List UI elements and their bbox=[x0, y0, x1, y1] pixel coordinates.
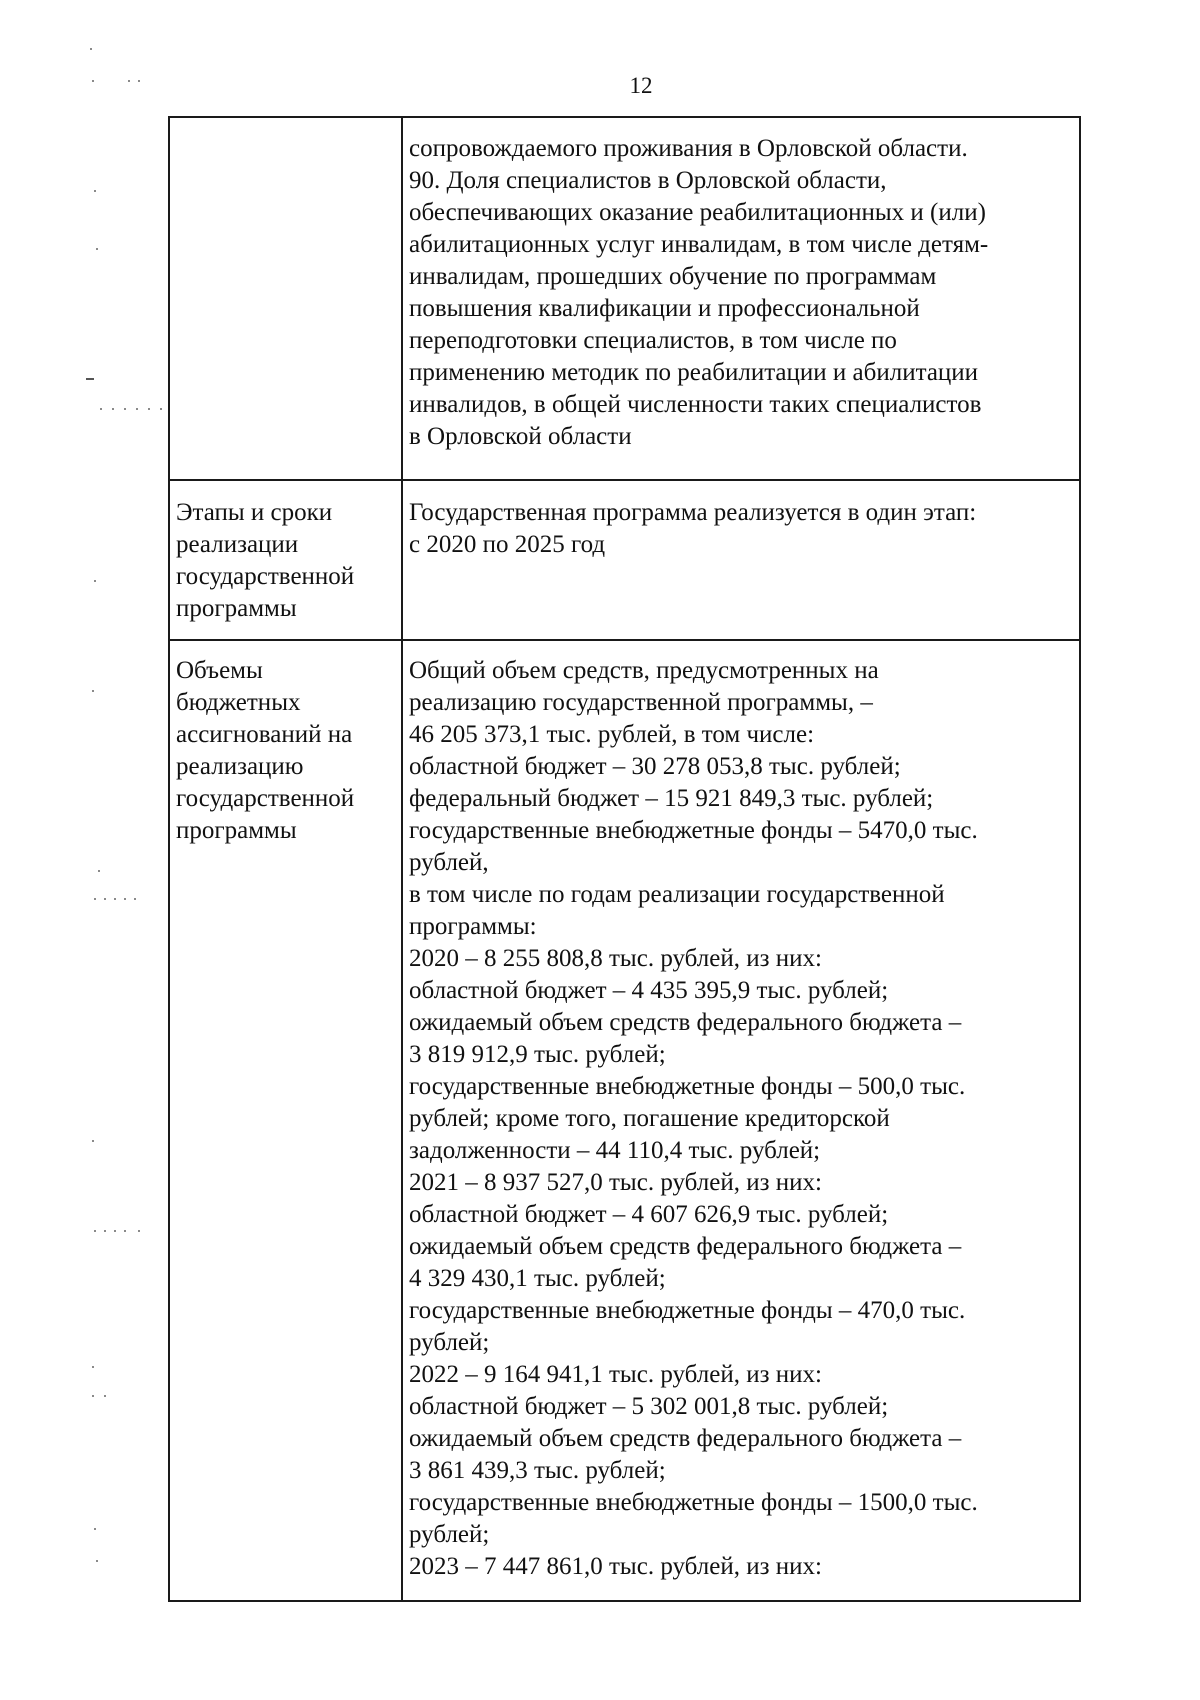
text-line: с 2020 по 2025 год bbox=[409, 531, 606, 558]
text-line: обеспечивающих оказание реабилитационных и (или) bbox=[409, 199, 986, 226]
text-line: государственной bbox=[176, 563, 355, 590]
text-line: 2021 – 8 937 527,0 тыс. рублей, из них: bbox=[409, 1169, 822, 1196]
text-line: переподготовки специалистов, в том числе по bbox=[409, 327, 897, 354]
text-line: Государственная программа реализуется в один этап: bbox=[409, 499, 977, 526]
scan-margin-marks bbox=[80, 0, 170, 1700]
text-line: ожидаемый объем средств федерального бюджета – bbox=[409, 1425, 962, 1452]
text-line: государственные внебюджетные фонды – 470,0 тыс. bbox=[409, 1297, 966, 1324]
text-line: Объемы bbox=[176, 657, 263, 684]
text-line: инвалидов, в общей численности таких специалистов bbox=[409, 391, 982, 418]
text-line: Общий объем средств, предусмотренных на bbox=[409, 657, 879, 684]
text-line: ассигнований на bbox=[176, 721, 353, 748]
text-line: рублей; bbox=[409, 1521, 490, 1548]
text-line: 3 861 439,3 тыс. рублей; bbox=[409, 1457, 666, 1484]
text-line: 90. Доля специалистов в Орловской области, bbox=[409, 167, 887, 194]
text-line: областной бюджет – 4 607 626,9 тыс. рублей; bbox=[409, 1201, 889, 1228]
text-line: рублей, bbox=[409, 849, 489, 876]
table-row bbox=[169, 640, 1080, 1601]
text-line: 3 819 912,9 тыс. рублей; bbox=[409, 1041, 666, 1068]
text-line: реализацию bbox=[176, 753, 304, 780]
text-line: в том числе по годам реализации государственной bbox=[409, 881, 945, 908]
text-line: задолженности – 44 110,4 тыс. рублей; bbox=[409, 1137, 821, 1164]
text-line: программы bbox=[176, 595, 297, 622]
table-row bbox=[169, 480, 1080, 640]
text-line: бюджетных bbox=[176, 689, 301, 716]
row-label-cell bbox=[169, 117, 402, 480]
text-line: государственные внебюджетные фонды – 1500,0 тыс. bbox=[409, 1489, 978, 1516]
text-line: государственные внебюджетные фонды – 5470,0 тыс. bbox=[409, 817, 978, 844]
text-line: рублей; bbox=[409, 1329, 490, 1356]
text-line: сопровождаемого проживания в Орловской области. bbox=[409, 135, 968, 162]
text-line: Этапы и сроки bbox=[176, 499, 333, 526]
text-line: программы bbox=[176, 817, 297, 844]
text-line: программы: bbox=[409, 913, 537, 940]
text-line: областной бюджет – 5 302 001,8 тыс. рублей; bbox=[409, 1393, 889, 1420]
text-line: реализации bbox=[176, 531, 299, 558]
text-line: в Орловской области bbox=[409, 423, 632, 450]
text-line: 46 205 373,1 тыс. рублей, в том числе: bbox=[409, 721, 815, 748]
text-line: применению методик по реабилитации и абилитации bbox=[409, 359, 979, 386]
text-line: федеральный бюджет – 15 921 849,3 тыс. рублей; bbox=[409, 785, 934, 812]
text-line: инвалидам, прошедших обучение по программам bbox=[409, 263, 937, 290]
text-line: 4 329 430,1 тыс. рублей; bbox=[409, 1265, 666, 1292]
text-line: 2020 – 8 255 808,8 тыс. рублей, из них: bbox=[409, 945, 822, 972]
program-passport-table bbox=[168, 116, 1081, 1602]
text-line: 2022 – 9 164 941,1 тыс. рублей, из них: bbox=[409, 1361, 822, 1388]
text-line: областной бюджет – 4 435 395,9 тыс. рублей; bbox=[409, 977, 889, 1004]
row-content-cell bbox=[402, 480, 1080, 640]
row-content-cell bbox=[402, 117, 1080, 480]
text-line: 2023 – 7 447 861,0 тыс. рублей, из них: bbox=[409, 1553, 822, 1580]
row-label-cell bbox=[169, 640, 402, 1601]
text-line: повышения квалификации и профессиональной bbox=[409, 295, 920, 322]
row-label-cell bbox=[169, 480, 402, 640]
text-line: реализацию государственной программы, – bbox=[409, 689, 873, 716]
text-line: ожидаемый объем средств федерального бюджета – bbox=[409, 1233, 962, 1260]
text-line: рублей; кроме того, погашение кредиторской bbox=[409, 1105, 890, 1132]
text-line: государственной bbox=[176, 785, 355, 812]
text-line: абилитационных услуг инвалидам, в том числе детям- bbox=[409, 231, 989, 258]
text-line: ожидаемый объем средств федерального бюджета – bbox=[409, 1009, 962, 1036]
text-line: областной бюджет – 30 278 053,8 тыс. рублей; bbox=[409, 753, 901, 780]
text-line: государственные внебюджетные фонды – 500,0 тыс. bbox=[409, 1073, 966, 1100]
table-row bbox=[169, 117, 1080, 480]
row-content-cell bbox=[402, 640, 1080, 1601]
page-number: 12 bbox=[629, 73, 653, 98]
